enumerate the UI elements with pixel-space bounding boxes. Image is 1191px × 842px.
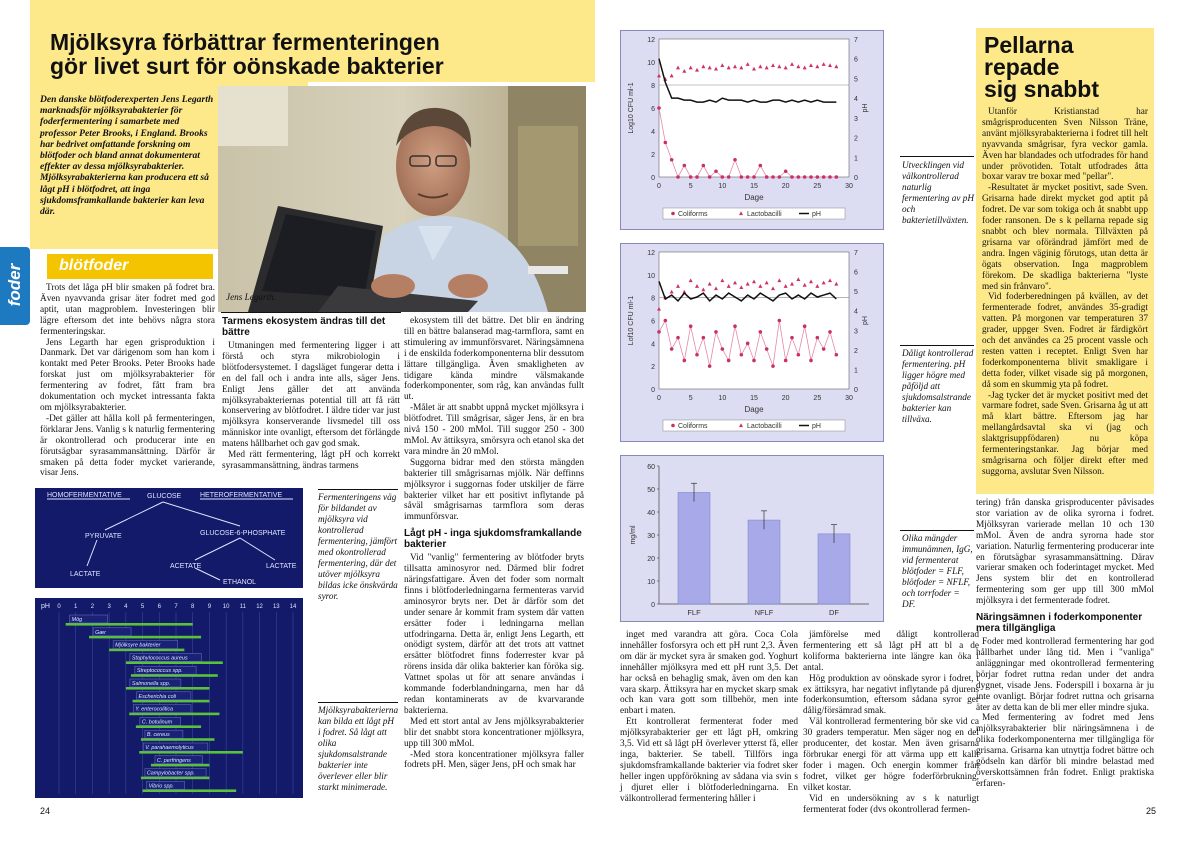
- ph-range-bar: [131, 674, 218, 677]
- ph-range-label: Mjölksyre bakterier: [115, 642, 161, 649]
- ph-range-label: Streptococcus spp.: [136, 668, 183, 675]
- x-tick-label: 0: [657, 183, 661, 190]
- y2-tick-label: 2: [854, 135, 858, 143]
- legend-coliforms: Coliforms: [678, 211, 708, 218]
- left-column-1: [40, 283, 215, 479]
- chart-good-fermentation: [620, 30, 884, 230]
- paragraph: Utmaningen med fermentering ligger i att förstå och styra mikrobiologin i blötfodersystemet. I dagsläget fungerar detta i en del fall och i andra inte alls, säger Jens. Enligt Jens gäller det att använda mjölksyrabakteriernas potential till att få rätt konservering av blötfodret. I äldre tider var just mjölksyra konserverande livsmedel till oss människor inte ovanligt, eftersom det förlängde matens hållbarhet och gav god smak.: [222, 341, 400, 450]
- x-category-label: DF: [829, 608, 839, 617]
- legend-coliforms-marker: [671, 424, 675, 428]
- coliforms-point: [759, 330, 763, 334]
- headline-line2: gör livet surt för oönskade bakterier: [50, 53, 444, 79]
- page-number-left: 24: [40, 806, 51, 816]
- headline: [50, 30, 580, 78]
- coliforms-point: [670, 347, 674, 351]
- column-heading: Näringsämnen i foderkomponenter mera tillgängliga: [976, 612, 1143, 635]
- y2-tick-label: 4: [854, 308, 858, 316]
- right-column-1: [620, 630, 798, 805]
- ph-range-bar: [66, 623, 193, 626]
- ph-range-label: Vibrio spp.: [148, 783, 174, 790]
- y2-axis-label: pH: [862, 103, 869, 113]
- coliforms-point: [657, 330, 661, 334]
- ph-tick-label: 12: [256, 604, 263, 610]
- y2-tick-label: 5: [854, 76, 858, 84]
- y2-tick-label: 1: [854, 155, 858, 163]
- ph-tick-label: 1: [74, 604, 78, 610]
- y2-axis-label: pH: [862, 316, 869, 325]
- coliforms-point: [828, 175, 832, 179]
- coliforms-point: [689, 175, 693, 179]
- ph-diagram-caption: Mjölksyrabakterierna kan bilda ett lågt pH i fodret. Så lågt att olika sjukdomsalstrande bakterier inte överlever eller blir starkt minimerade.: [318, 705, 399, 792]
- y-tick-label: 6: [651, 318, 655, 326]
- paragraph: -Jag tycker det är mycket positivt med det varmare fodret, sade Sven. Grisarna åg ut att må klart bättre. Eftersom jag har mellangårdsavtal ska vi (jag och slaktgrisuppfödaren) nu köpa fermenteringstankar. Jag börjar med smågrisarna och följer direkt efter med suggorna, avslutar Sven Nilsson.: [982, 390, 1148, 477]
- y-tick-label: 8: [651, 295, 655, 303]
- sidebar-headline-line: repade: [984, 54, 1060, 80]
- chart-1-caption: Utvecklingen vid välkontrollerad naturlig fermentering av pH och bakterietillväxten.: [902, 160, 974, 225]
- coliforms-point: [809, 359, 813, 363]
- sidebar-headline: [984, 34, 1144, 100]
- x-tick-label: 10: [718, 183, 727, 190]
- ph-range-bar: [136, 725, 201, 728]
- y-tick-label: 60: [647, 464, 655, 471]
- ph-range-bar: [129, 713, 219, 716]
- coliforms-point: [695, 175, 699, 179]
- paragraph: tering) från danska grisproducenter påvisades stor variation av de olika syrorna i fodret. Mjölksyran varierade mellan 10 och 130 mMol. Även de andra syrorna hade stor variation. Naturlig fermentering producerar inte en förutsägbar syrasammansättning. Därav varierar smaken och foderintaget mycket. Med Jens system blir det en kontrollerad fermentering som ger upp till 300 mMol mjölksyra i det fermenterade fodret.: [976, 498, 1154, 607]
- x-tick-label: 20: [781, 395, 790, 402]
- ph-range-bar: [109, 649, 184, 652]
- coliforms-point: [828, 330, 832, 334]
- y2-tick-label: 4: [854, 96, 858, 104]
- caption-rule: [318, 702, 398, 703]
- ph-range-label: Escherichia coli: [138, 693, 176, 700]
- side-tab: [0, 247, 30, 325]
- coliforms-point: [822, 175, 826, 179]
- y-axis-label: Lof10 CFU ml-1: [628, 295, 635, 346]
- x-axis-label: Dage: [744, 405, 764, 414]
- coliforms-point: [702, 164, 706, 168]
- coliforms-point: [816, 336, 820, 340]
- x-tick-label: 0: [657, 395, 661, 402]
- fermentation-diagram: [35, 488, 303, 588]
- y-tick-label: 0: [651, 175, 655, 182]
- y-tick-label: 0: [651, 387, 655, 394]
- ph-range-bar: [143, 789, 237, 792]
- portrait-photo-graphic: [218, 86, 586, 312]
- ph-range-label: Campylobacter spp.: [146, 770, 195, 777]
- left-page: [0, 0, 595, 842]
- coliforms-point: [759, 164, 763, 168]
- y2-tick-label: 6: [854, 56, 858, 64]
- coliforms-point: [797, 175, 801, 179]
- chart-1-svg: [621, 31, 883, 229]
- left-column-2: [222, 316, 400, 472]
- page-number-right: 25: [1146, 806, 1157, 816]
- x-axis-label: Dage: [744, 193, 764, 202]
- y2-tick-label: 6: [854, 269, 858, 277]
- paragraph: Suggorna bidrar med den största mängden bakterier till smågrisarnas mjölk. När deffinns mjölksyror i suggornas foder utskiljer de färre bakterier vilket har ett positivt inflytande på såväl smågrisarnas tarmflora som deras immunförsvar.: [404, 457, 584, 523]
- coliforms-point: [664, 319, 668, 323]
- paragraph: inget med varandra att göra. Coca Cola innehåller fosforsyra och ett pH runt 2,3. Även om där är mycket syra är smaken god. Yoghurt innehåller mjölksyra med ett pH runt 3,5. Det har också en behaglig smak, även om den kan vara skarp. Ättiksyra har en mycket skarp smak och kan vara gott som tillbehör, men inte enbart i maten.: [620, 630, 798, 717]
- ph-range-bar: [126, 687, 210, 690]
- coliforms-point: [664, 141, 668, 145]
- section-label: blötfoder: [59, 257, 129, 274]
- coliforms-point: [790, 336, 794, 340]
- ph-tick-label: 0: [57, 604, 61, 610]
- y-tick-label: 30: [647, 533, 655, 540]
- left-header-background: [30, 0, 595, 22]
- ph-range-bar: [141, 777, 210, 780]
- x-tick-label: 5: [688, 183, 693, 190]
- intro-text: Den danske blötfoderexperten Jens Legarth marknadsför mjölksyrabakterier för foderfermentering i samarbete med professor Peter Brooks, i England. Brooks har bedrivet omfattande forskning om blötfoder och bland annat dokumenterat effekter av dessa mjölksyrabakterier. Mjölksyrabakterierna kan producera ett så lågt pH i blötfodret, att inga sjukdomsframkallande bakterier kan leva där.: [40, 94, 214, 218]
- label-lactate-2: LACTATE: [266, 563, 297, 570]
- coliforms-point: [797, 353, 801, 357]
- coliforms-point: [778, 319, 782, 323]
- legend-coliforms-marker: [671, 212, 675, 216]
- coliforms-point: [708, 175, 712, 179]
- ph-tick-label: 4: [124, 604, 128, 610]
- legend-lactobacilli: Lactobacilli: [747, 211, 782, 218]
- caption-rule: [318, 489, 398, 490]
- coliforms-point: [733, 158, 737, 162]
- ph-tick-label: 11: [239, 604, 246, 610]
- y2-tick-label: 5: [854, 289, 858, 297]
- coliforms-point: [714, 330, 718, 334]
- y-tick-label: 10: [647, 579, 655, 586]
- label-glucose: GLUCOSE: [147, 493, 182, 500]
- coliforms-point: [683, 164, 687, 168]
- plot-area: [659, 39, 849, 177]
- sidebar-text: [982, 107, 1148, 478]
- ph-tick-label: 3: [107, 604, 111, 610]
- caption-rule: [900, 156, 974, 157]
- bar: [748, 520, 780, 604]
- y2-tick-label: 2: [854, 347, 858, 355]
- coliforms-point: [727, 175, 731, 179]
- coliforms-point: [803, 324, 807, 328]
- paragraph: -Målet är att snabbt uppnå mycket mjölksyra i blötfodret. Till smågrisar, säger Jens, är en bra nivå 150 - 200 mMol. Till suggor 250 - 300 mMol. Av ättiksyra, smörsyra och etanol ska det vara mindre än 20 mMol.: [404, 403, 584, 457]
- paragraph: Vid "vanlig" fermentering av blötfoder bryts tillsatta aminosyror ned. Därmed blir fodret näringsfattigare. Även det foder som normalt finns i blötfoderledningarna fermenteras varvid aminosyror bryts ner. Det är därför som det under senare år kommit fram system där vatten ersätter foder i ledningarna mellan utfodringarna. Detta är, enligt Jens Legarth, ett onödigt system, därför att det trots att vattnet ersätter blötfodret finns foderrester kvar på rörens insida där olika bakterier kan föröka sig. Vattnet spolas ut för att senare användas i kommande foderblandningarna, men har då redan kontaminerats av de kvarvarande bakterierna.: [404, 553, 584, 716]
- portrait-photo: [218, 86, 586, 312]
- coliforms-point: [733, 324, 737, 328]
- left-column-3: [404, 316, 584, 771]
- column-2-heading: Tarmens ekosystem ändras till det bättre: [222, 316, 386, 338]
- y2-tick-label: 7: [854, 37, 858, 44]
- fermentation-diagram-graphic: [35, 488, 303, 588]
- ph-tick-label: 6: [157, 604, 161, 610]
- paragraph: -Med stora koncentrationer mjölksyra faller fodrets pH. Men, säger Jens, pH och smak har: [404, 749, 584, 771]
- coliforms-point: [683, 359, 687, 363]
- ph-range-label: B. cereus: [146, 732, 170, 739]
- ph-range-label: C. perfringens: [156, 757, 191, 764]
- legend-coliforms: Coliforms: [678, 423, 708, 430]
- ph-range-bar: [139, 751, 243, 754]
- caption-rule: [900, 345, 974, 346]
- y-tick-label: 4: [651, 341, 655, 349]
- ph-tick-label: 9: [207, 604, 212, 610]
- section-label-box: [47, 254, 213, 279]
- label-ethanol: ETHANOL: [223, 579, 257, 586]
- coliforms-point: [702, 336, 706, 340]
- ph-tick-label: 7: [174, 604, 178, 610]
- ph-range-label: C. botulinum: [141, 719, 173, 726]
- y-tick-label: 40: [647, 510, 655, 517]
- x-category-label: NFLF: [754, 608, 774, 617]
- coliforms-point: [835, 353, 839, 357]
- caption-rule: [900, 530, 974, 531]
- coliforms-point: [752, 175, 756, 179]
- x-tick-label: 10: [718, 395, 727, 402]
- coliforms-point: [695, 353, 699, 357]
- coliforms-point: [790, 175, 794, 179]
- y-tick-label: 50: [647, 487, 655, 494]
- coliforms-point: [752, 359, 756, 363]
- paragraph: Hög produktion av oönskade syror i fodret, t ex ättiksyra, har negativt inflytande på djurens foderkonsumtion, eftersom sådana syror ger dålig/försämrad smak.: [803, 673, 979, 717]
- ph-range-label: Staphylococcus aureus: [131, 655, 188, 662]
- y-tick-label: 12: [647, 250, 655, 257]
- ph-range-bar: [126, 661, 223, 664]
- coliforms-point: [816, 175, 820, 179]
- headline-line1: Mjölksyra förbättrar fermenteringen: [50, 29, 440, 55]
- y-tick-label: 4: [651, 129, 655, 136]
- paragraph: jämförelse med dåligt kontrollerad fermentering ett så lågt pH att bl a de koliforma bakterierna inte längre kan öka i antal.: [803, 630, 979, 673]
- ph-tick-label: 14: [289, 604, 297, 610]
- y2-tick-label: 3: [854, 115, 858, 123]
- coliforms-point: [746, 175, 750, 179]
- y2-tick-label: 0: [854, 387, 858, 394]
- coliforms-point: [784, 359, 788, 363]
- column-3-heading: Lågt pH - inga sjukdomsframkallande bakterier: [404, 528, 582, 551]
- coliforms-point: [822, 347, 826, 351]
- coliforms-point: [771, 364, 775, 368]
- y-tick-label: 20: [647, 556, 655, 563]
- coliforms-point: [670, 158, 674, 162]
- right-column-3: [976, 498, 1154, 790]
- coliforms-point: [746, 342, 750, 346]
- y-tick-label: 6: [651, 106, 655, 113]
- y-tick-label: 10: [647, 272, 655, 280]
- paragraph: Foder med kontrollerad fermentering har god hållbarhet under lång tid. Men i "vanliga" anläggningar med okontrollerad fermentering börjar fodret ruttna redan under det andra dygnet, visade Jens. Foderspill i boxarna är ju inte ovanligt. Börjar fodret ruttna och grisarna äter av detta kan de bli mer eller mindre sjuka.: [976, 637, 1154, 713]
- paragraph: -Det gäller att hålla koll på fermenteringen, förklarar Jens. Vanlig s k naturlig fermentering är okontrollerad och producerar inte en förutsägbar syrasammansättning. Därför är smaken på detta foder mycket varierande, visar Jens.: [40, 413, 215, 479]
- x-tick-label: 15: [750, 395, 758, 402]
- coliforms-point: [740, 175, 744, 179]
- x-tick-label: 5: [688, 395, 693, 402]
- y-tick-label: 8: [651, 83, 655, 90]
- legend-ph: pH: [812, 211, 821, 218]
- coliforms-point: [803, 175, 807, 179]
- paragraph: Med fermentering av fodret med Jens mjölksyrabakterier blir näringsämnena i de olika foderkomponenterna mer tillgängliga för grisarna. Grisarna kan utnyttja fodret bättre och gödseln kan därför bli mindre belastad med överskottsämnen från fodret. Enligt praktiska erfaren-: [976, 713, 1154, 789]
- chart-2-caption: Dåligt kontrollerad fermentering. pH ligger högre med påföljd att sjukdomsalstrande bakterier kan tillväxa.: [902, 348, 974, 424]
- paragraph: Ett kontrollerat fermenterat foder med mjölksyrabakterier ger ett lågt pH, omkring 3,5. Vid ett så lågt pH överlever ytterst få, eller inga, bakterier. Se tabell. Tillförs inga sjukdomsframkallande bakterier via fodret sker heller ingen uppförökning av sådana via svin s j djuret eller i blötfoderledningarna. En välkontrollerad fermentering håller i: [620, 717, 798, 804]
- label-homofermentative: HOMOFERMENTATIVE: [47, 492, 122, 499]
- ph-tick-label: 10: [222, 604, 230, 610]
- label-heterofermentative: HETEROFERMENTATIVE: [200, 492, 283, 499]
- coliforms-point: [714, 169, 718, 173]
- coliforms-point: [765, 175, 769, 179]
- ph-tick-label: 2: [90, 604, 95, 610]
- x-tick-label: 30: [845, 183, 853, 190]
- paragraph: Med rätt fermentering, lågt pH och korrekt syrasammansättning, ändras tarmens: [222, 450, 400, 471]
- coliforms-point: [809, 175, 813, 179]
- ph-tick-label: 8: [191, 604, 195, 610]
- label-lactate: LACTATE: [70, 571, 101, 578]
- ph-tick-label: 13: [272, 604, 280, 610]
- paragraph: Med ett stort antal av Jens mjölksyrabakterier blir det snabbt stora koncentrationer mjölksyra, upp till 300 mMol.: [404, 716, 584, 749]
- coliforms-point: [835, 175, 839, 179]
- right-page: [596, 0, 1191, 842]
- chart-3-svg: [621, 456, 883, 621]
- y2-tick-label: 7: [854, 250, 858, 257]
- coliforms-point: [740, 353, 744, 357]
- y-tick-label: 10: [647, 60, 655, 67]
- x-tick-label: 30: [845, 395, 853, 402]
- paragraph: Utanför Kristianstad har smågrisproducenten Sven Nilsson Träne, använt mjölksyrabakterierna i fodret till helt nyavvanda smågrisar, fyra veckor gamla. Även har blandades och utfodrades för hand under prövotiden. Totalt utfodrades åtta boxar varav tre boxar med "pellar".: [982, 107, 1148, 183]
- right-column-2: [803, 630, 979, 815]
- x-tick-label: 25: [813, 395, 822, 402]
- paragraph: ekosystem till det bättre. Det blir en ändring till en bättre balanserad mag-tarmflora, samt en stimulering av immunförsvaret. Näringsämnena i de enskilda foderkomponenterna blir dessutom lättare tillgängliga. Även smakligheten av tidigare kända mindre välsmakande foderkomponenter, som råg, kan användas fullt ut.: [404, 316, 584, 403]
- paragraph: Jens Legarth har egen grisproduktion i Danmark. Det var därigenom som han kom i kontakt med Peter Brooks. Peter Brooks hade forskat just om mjölksyrabakterier för fermentering av fodret, fått fram bra dokumentation och mycket intressanta fakta om mjölksyrabakterier.: [40, 337, 215, 413]
- ph-range-label: Salmonella spp.: [131, 681, 171, 687]
- chart-poor-fermentation: [620, 243, 884, 442]
- fermentation-diagram-caption: Fermenteringens väg för bildandet av mjölksyra vid kontrollerad fermentering, jämfört med okontrollerad fermentering, där det utöver mjölksyra bildas icke önskvärda syror.: [318, 492, 398, 601]
- paragraph: Väl kontrollerad fermentering bör ske vid ca 30 graders temperatur. Men säger nog en del producenter, det kostar. Men även grisarna förbrukar energi för att värma upp ett kallt foder i magen. Och energin kommer från fodret, vilket ger högre foderförbrukning, vilket kostar.: [803, 717, 979, 793]
- y-tick-label: 0: [651, 602, 655, 609]
- y2-tick-label: 0: [854, 175, 858, 182]
- x-tick-label: 25: [813, 183, 822, 190]
- paragraph: Trots det låga pH blir smaken på fodret bra. Även nyavvanda grisar äter fodret med god aptit, utan magproblem. Investeringen blir lägre eftersom det inte behövs några stora fermenteringskar.: [40, 283, 215, 337]
- y-tick-label: 2: [651, 364, 655, 372]
- coliforms-point: [657, 106, 661, 110]
- photo-caption: Jens Legarth.: [226, 292, 277, 302]
- x-tick-label: 20: [781, 183, 790, 190]
- y2-tick-label: 3: [854, 328, 858, 336]
- bar: [678, 492, 710, 604]
- coliforms-point: [778, 175, 782, 179]
- y2-tick-label: 1: [854, 367, 858, 375]
- ph-range-label: Gær: [95, 629, 106, 636]
- ph-range-bar: [133, 700, 210, 703]
- coliforms-point: [765, 347, 769, 351]
- column-rule: [221, 312, 401, 313]
- coliforms-point: [689, 324, 693, 328]
- coliforms-point: [771, 175, 775, 179]
- chart-igg: [620, 455, 884, 622]
- ph-range-bar: [151, 764, 210, 767]
- paragraph: Vid foderberedningen på kvällen, av det fermenterade fodret, användes 35-gradigt vatten. På morgonen var temperaturen 37 grader, uppger Sven. Fodret är färdigkört och det användes ca 25 procent vassle och resten vatten i receptet. Enligt Sven har foderkomponenterna blivit smakligare i detta foder, vilket visade sig på morgonen, då som en skummig yta på fodret.: [982, 292, 1148, 390]
- label-glucose-6-phosphate: GLUCOSE-6-PHOSPHATE: [200, 530, 286, 537]
- x-tick-label: 15: [750, 183, 758, 190]
- coliforms-point: [721, 347, 725, 351]
- sidebar-headline-line: Pellarna: [984, 32, 1074, 58]
- ph-range-diagram: [35, 598, 303, 798]
- chart-3-caption: Olika mängder immunämnen, IgG, vid fermenterat blötfoder = FLF, blötfoder = NFLF, och torrfoder = DF.: [902, 533, 973, 609]
- coliforms-point: [676, 175, 680, 179]
- sidebar-headline-line: sig snabbt: [984, 76, 1100, 102]
- legend-ph: pH: [812, 423, 821, 430]
- coliforms-point: [727, 359, 731, 363]
- label-acetate: ACETATE: [170, 563, 202, 570]
- ph-range-bar: [89, 636, 201, 639]
- y-axis-label: Log10 CFU ml-1: [628, 82, 635, 134]
- x-category-label: FLF: [687, 608, 701, 617]
- plot-area: [659, 252, 849, 389]
- label-pyruvate: PYRUVATE: [85, 533, 122, 540]
- chart-2-svg: [621, 244, 883, 441]
- coliforms-point: [708, 364, 712, 368]
- coliforms-point: [721, 175, 725, 179]
- ph-tick-label: 5: [140, 604, 145, 610]
- coliforms-point: [784, 169, 788, 173]
- ph-range-label: V. parahaemolyticus: [145, 745, 194, 751]
- ph-range-label: Y. enterocolitica: [135, 706, 174, 713]
- bar: [818, 534, 850, 604]
- ph-range-bar: [141, 738, 215, 741]
- side-tab-label: foder: [5, 263, 24, 307]
- y-tick-label: 12: [647, 37, 655, 44]
- legend-lactobacilli: Lactobacilli: [747, 423, 782, 430]
- y-axis-label: mg/ml: [630, 525, 637, 545]
- ph-range-chart: [35, 598, 303, 798]
- paragraph: Vid en undersökning av s k naturligt fermenterat foder (dvs okontrollerad fermen-: [803, 793, 979, 815]
- y-tick-label: 2: [651, 152, 655, 159]
- ph-axis-label: pH: [41, 603, 50, 610]
- paragraph: -Resultatet är mycket positivt, sade Sven. Grisarna hade direkt mycket god aptit på fodret. De var som tokiga och åt snabbt upp foder ransonen. De s k pellarna repade sig snabbt och blev normala. Tillväxten på grisarna var oförändrad jämfört med de andra. Ingen väginig förutogs, utan detta är ögats observation. Inga magproblem förekom. De skadliga bakterierna "lyste med sin frånvaro".: [982, 183, 1148, 292]
- coliforms-point: [676, 336, 680, 340]
- ph-range-label: Mög: [71, 617, 83, 623]
